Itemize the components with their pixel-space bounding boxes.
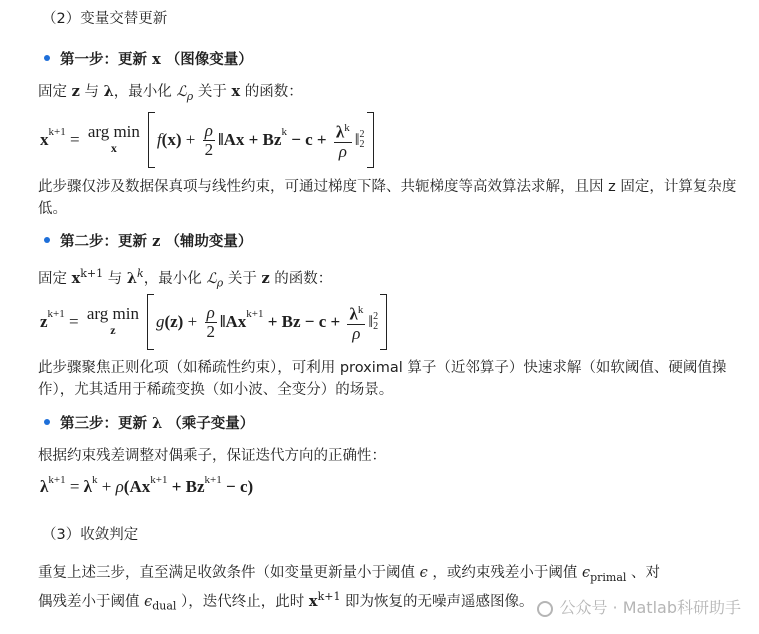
step-1-heading: 第一步：更新 x （图像变量） (44, 49, 744, 71)
section-3-paragraph-line-2: 偶残差小于阈值 $\epsilon_{dual}$ ），迭代终止，此时 $x^{k+1}$ 即为恢复的无噪声遥感图像。 (38, 590, 534, 613)
bullet-icon (44, 419, 50, 425)
right-bracket (367, 112, 374, 168)
bullet-icon (44, 55, 50, 61)
wechat-icon (537, 601, 553, 617)
equation-z-update: z $^{k+1}$ = arg min z g (z) + $\frac{\rho}{2}$ ‖Ax $^{k+1}$ + Bz − c + $\frac{\lambda^k}{\rho}$ ‖ 2 2 (40, 294, 387, 350)
bullet-icon (44, 237, 50, 243)
watermark: 公众号 · Matlab科研助手 (537, 595, 741, 618)
left-bracket (147, 294, 154, 350)
step-2-note: 此步骤聚焦正则化项（如稀疏性约束），可利用 proximal 算子（近邻算子）快速求解（如软阈值、硬阈值操作），尤其适用于稀疏变换（如小波、全变分）的场景。 (38, 360, 727, 398)
equation-lambda-update: λ $^{k+1}$ = λ $^k$ + ρ (Ax $^{k+1}$ + Bz $^{k+1}$ − c) (40, 474, 254, 496)
step-1-description: 固定 z 与 λ，最小化 ℒ$_\rho$ 关于 x 的函数： (38, 83, 303, 103)
fraction-lambda-rho: $\frac{\lambda^k}{\rho}$ (334, 119, 352, 161)
argmin: arg min x (87, 122, 140, 155)
step-1-note: 此步骤仅涉及数据保真项与线性约束，可通过梯度下降、共轭梯度等高效算法求解，且因 z 固定，计算复杂度低。 (38, 179, 737, 217)
step-2-description: 固定 $x^{k+1}$ 与 $\lambda^k$，最小化 ℒ$_\rho$ 关于 z 的函数： (38, 267, 333, 290)
section-3-paragraph-line-1: 重复上述三步，直至满足收敛条件（如变量更新量小于阈值 ϵ ，或约束残差小于阈值 $\epsilon_{primal}$ 、对 (38, 565, 661, 584)
step-3-description: 根据约束残差调整对偶乘子，保证迭代方向的正确性： (38, 448, 386, 464)
fraction-rho-2: $\frac{\rho}{2}$ (204, 120, 214, 159)
left-bracket (148, 112, 155, 168)
fraction-rho-2: $\frac{\rho}{2}$ (206, 302, 215, 341)
argmin: arg min z (86, 304, 139, 337)
step-2-heading: 第二步：更新 z （辅助变量） (44, 231, 744, 253)
equation-x-update: x $^{k+1}$ = arg min x f (x) + $\frac{\rho}{2}$ ‖Ax + Bz $^k$ − c + $\frac{\lambda^k}{\rho}$ ‖ 2 2 (40, 112, 374, 168)
section-2-title: （2）变量交替更新 (42, 11, 168, 27)
fraction-lambda-rho: $\frac{\lambda^k}{\rho}$ (347, 301, 365, 343)
step-3-heading: 第三步：更新 λ （乘子变量） (44, 413, 744, 435)
right-bracket (380, 294, 387, 350)
section-3-title: （3）收敛判定 (42, 527, 139, 543)
